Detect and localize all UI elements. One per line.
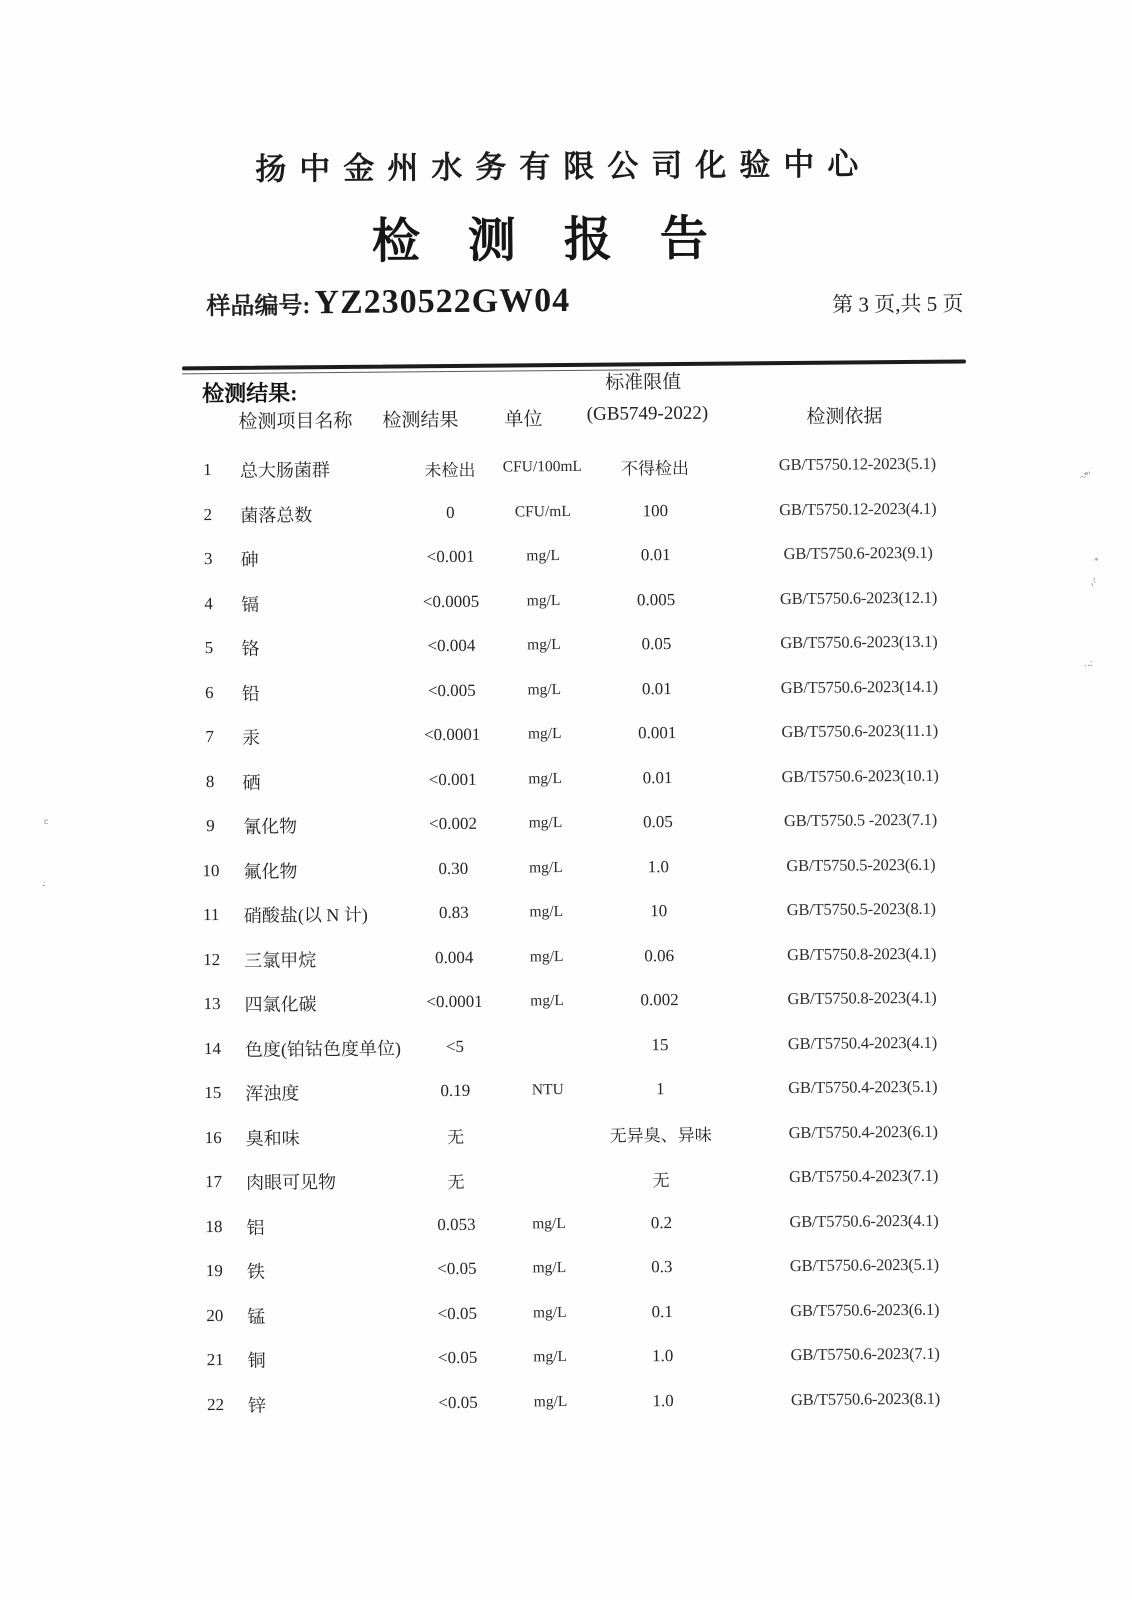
scan-artifact: ~.. [1087,576,1100,587]
unit-value: mg/L [527,636,561,654]
result-value: <0.0005 [422,591,480,612]
table-row [187,664,967,715]
unit-value: mg/L [526,591,561,610]
basis-value: GB/T5750.4-2023(6.1) [788,1121,938,1142]
row-number: 3 [203,549,213,569]
basis-value: GB/T5750.6-2023(4.1) [789,1210,939,1231]
table-row [189,887,969,938]
item-name: 四氯化碳 [244,994,317,1016]
basis-value: GB/T5750.8-2023(4.1) [787,988,937,1009]
unit-value: mg/L [529,858,563,877]
table-row [190,1064,970,1115]
basis-value: GB/T5750.6-2023(7.1) [790,1344,940,1365]
row-number: 15 [204,1083,222,1103]
limit-value: 0.01 [640,545,671,565]
unit-value: mg/L [532,1214,566,1233]
row-number: 11 [203,905,220,925]
unit-value: CFU/mL [514,502,571,521]
item-name: 锰 [247,1306,266,1327]
item-name: 铅 [241,683,260,704]
result-value: <0.0001 [423,725,481,745]
result-value: <0.05 [437,1303,478,1323]
item-name: 铬 [241,638,260,660]
item-name: 硝酸盐(以 N 计) [243,904,368,927]
basis-value: GB/T5750.12-2023(5.1) [778,454,937,475]
column-header-item-name: 检测项目名称 [238,410,353,433]
result-value: <0.05 [437,1259,477,1279]
limit-value: 0.05 [641,634,672,654]
row-number: 14 [203,1038,222,1058]
row-number: 5 [204,638,214,658]
column-header-result: 检测结果 [382,409,459,432]
table-row [185,486,965,537]
scan-artifact: .: [42,878,45,888]
row-number: 4 [204,593,213,613]
limit-value: 1.0 [647,856,670,877]
limit-column-header-line1: 标准限值 [605,371,682,394]
item-name: 氟化物 [243,861,298,882]
unit-value: mg/L [526,547,561,565]
limit-value: 0.002 [640,990,679,1010]
unit-value: mg/L [532,1303,567,1322]
unit-value [505,1046,590,1047]
row-number: 1 [203,460,212,480]
table-row [192,1331,972,1382]
result-value: 0.30 [438,858,469,878]
unit-value: mg/L [527,680,562,699]
item-name: 汞 [242,727,261,749]
table-row [187,709,967,760]
limit-value: 无 [652,1170,670,1191]
table-row [186,575,966,626]
row-number: 2 [203,504,213,524]
basis-value: GB/T5750.5-2023(6.1) [786,854,936,875]
table-row [186,620,966,671]
limit-value: 1.0 [652,1390,674,1411]
limit-value: 0.001 [638,723,677,743]
row-number: 8 [205,771,215,791]
row-number: 9 [206,816,215,836]
row-number: 7 [205,727,215,747]
report-title: 检测报告 [371,212,757,269]
limit-value: 1.0 [651,1346,674,1366]
item-name: 臭和味 [245,1128,300,1149]
results-table [185,442,974,1428]
basis-value: GB/T5750.6-2023(13.1) [780,632,938,653]
unit-value: mg/L [532,1259,567,1277]
basis-value: GB/T5750.12-2023(4.1) [779,498,937,519]
result-value: <0.0001 [426,991,483,1012]
item-name: 砷 [240,549,259,571]
row-number: 18 [205,1216,223,1236]
limit-value: 10 [650,901,668,921]
limit-value: 15 [651,1034,669,1055]
limit-value: 0.01 [642,767,673,788]
unit-value: mg/L [533,1392,568,1411]
table-row [191,1109,971,1160]
table-row [193,1376,973,1427]
result-value: 无 [447,1128,465,1148]
table-row [187,753,967,804]
result-value: 0.053 [437,1214,476,1234]
unit-value: mg/L [533,1348,568,1366]
basis-value: GB/T5750.4-2023(7.1) [788,1166,939,1187]
sample-number-label: 样品编号: [206,293,311,321]
item-name: 锌 [247,1395,267,1416]
table-row [191,1198,971,1249]
scan-artifact: r: [44,816,48,826]
scan-artifact: * [1094,556,1098,566]
unit-value: mg/L [528,814,563,832]
row-number: 16 [204,1127,222,1147]
item-name: 色度(铂钴色度单位) [244,1038,402,1060]
result-value: <0.001 [428,769,477,789]
result-value: 未检出 [424,460,476,480]
page-indicator: 第 3 页,共 5 页 [832,291,964,317]
unit-value: mg/L [529,947,564,966]
table-top-rule-thin [182,369,640,374]
basis-value: GB/T5750.4-2023(4.1) [787,1032,938,1053]
basis-value: GB/T5750.6-2023(12.1) [779,587,938,608]
unit-value: mg/L [530,992,564,1010]
item-name: 铁 [246,1261,265,1283]
limit-value: 0.06 [644,945,675,966]
limit-value: 0.2 [650,1212,673,1233]
table-row [188,798,968,849]
row-number: 19 [205,1261,223,1281]
row-number: 20 [206,1305,224,1325]
result-value: <0.005 [427,680,476,700]
basis-value: GB/T5750.6-2023(9.1) [783,543,933,564]
result-value: 0.19 [440,1081,471,1101]
item-name: 镉 [240,594,260,615]
table-top-rule [182,360,966,370]
row-number: 10 [202,860,220,880]
unit-value: NTU [531,1081,564,1099]
limit-value: 0.1 [651,1301,673,1322]
basis-value: GB/T5750.6-2023(8.1) [790,1388,941,1409]
row-number: 6 [205,682,214,702]
column-header-basis: 检测依据 [806,406,883,428]
row-number: 21 [206,1350,224,1370]
result-value: 0 [445,502,455,522]
item-name: 三氯甲烷 [244,949,317,971]
result-value: 0.83 [438,903,469,923]
result-value: 0.004 [434,947,474,967]
results-section-label: 检测结果: [202,380,298,407]
unit-value: mg/L [529,903,564,921]
basis-value: GB/T5750.8-2023(4.1) [787,943,937,964]
table-row [191,1153,971,1204]
item-name: 总大肠菌群 [239,460,330,482]
result-value: <5 [445,1036,465,1056]
row-number: 22 [206,1394,225,1414]
item-name: 肉眼可见物 [246,1172,337,1194]
basis-value: GB/T5750.5 -2023(7.1) [783,810,938,831]
unit-value: mg/L [528,769,562,788]
result-value: <0.004 [427,636,476,656]
table-row [189,931,969,982]
result-value: <0.05 [437,1348,478,1368]
limit-value: 不得检出 [620,458,689,479]
limit-value: 100 [642,500,669,521]
table-row [189,975,969,1026]
sample-number-line [206,282,570,323]
table-row [192,1242,972,1293]
table-row [185,442,965,493]
item-name: 浑浊度 [245,1083,300,1105]
basis-value: GB/T5750.6-2023(5.1) [789,1255,939,1276]
row-number: 17 [205,1172,223,1192]
row-number: 13 [203,994,221,1014]
column-header-unit: 单位 [504,409,543,431]
basis-value: GB/T5750.5-2023(8.1) [786,899,936,920]
table-row [192,1287,972,1338]
limit-value: 0.01 [641,678,672,699]
item-name: 铜 [247,1350,266,1372]
table-row [190,1020,970,1071]
basis-value: GB/T5750.6-2023(14.1) [780,676,938,697]
basis-value: GB/T5750.6-2023(10.1) [781,765,939,786]
scan-artifact: ~''" [1078,469,1092,485]
unit-value: CFU/100mL [502,458,583,476]
table-row [185,531,965,582]
limit-value: 0.005 [636,589,676,610]
unit-value [506,1179,591,1180]
result-value: <0.002 [428,814,477,834]
limit-value: 0.05 [643,812,673,832]
result-value: <0.05 [438,1392,478,1412]
organization-name: 扬中金州水务有限公司化验中心 [255,146,872,187]
unit-value: mg/L [527,725,562,743]
basis-value: GB/T5750.4-2023(5.1) [788,1077,938,1098]
result-value: <0.001 [426,547,475,567]
sample-number-value: YZ230522GW04 [314,281,571,322]
limit-value: 0.3 [651,1257,673,1277]
unit-value [506,1135,591,1136]
row-number: 12 [203,949,221,969]
item-name: 氰化物 [242,816,298,838]
table-row [188,842,968,893]
limit-value: 1 [655,1079,665,1099]
column-header-limit-standard: (GB5749-2022) [586,402,709,425]
scan-artifact: . ..: [1083,657,1093,670]
item-name: 铝 [246,1217,265,1238]
basis-value: GB/T5750.6-2023(11.1) [781,721,939,742]
limit-value: 无异臭、异味 [609,1126,712,1146]
result-value: 无 [447,1172,465,1192]
item-name: 菌落总数 [240,504,313,526]
basis-value: GB/T5750.6-2023(6.1) [790,1299,940,1320]
item-name: 硒 [242,772,261,793]
